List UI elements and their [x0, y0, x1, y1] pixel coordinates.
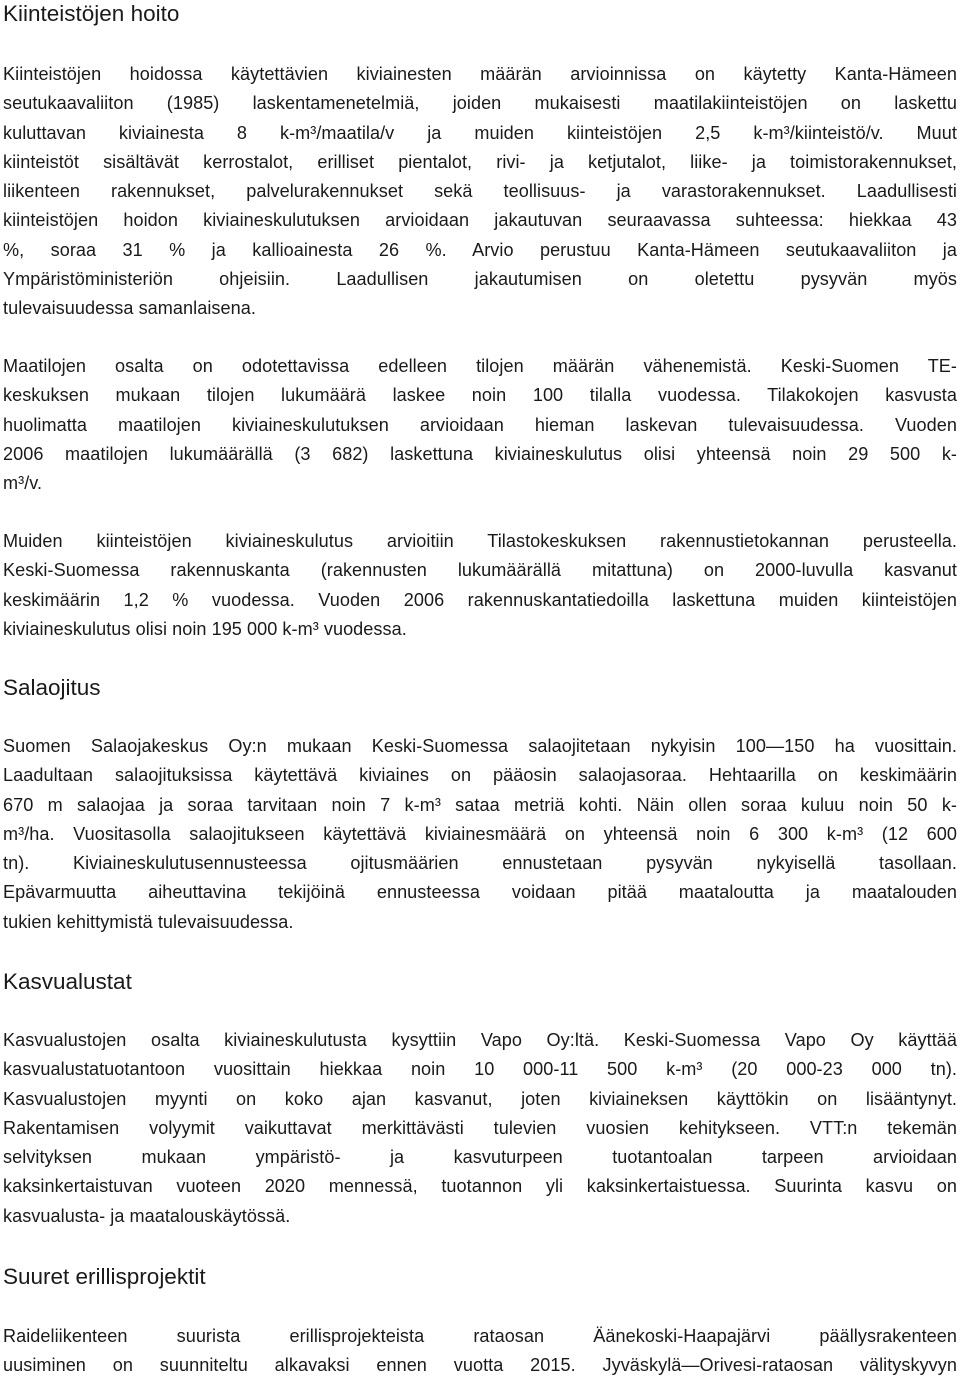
- text-line: keskuksen mukaan tilojen lukumäärä laskee noin 100 tilalla vuodessa. Tilakokojen kasvusta: [3, 385, 957, 406]
- text-line: kiinteistöjen hoidon kiviaineskulutuksen arvioidaan jakautuvan seuraavassa suhteessa: hiekkaa 43: [3, 210, 957, 231]
- text-line: Ympäristöministeriön ohjeisiin. Laadullisen jakautumisen on oletettu pysyvän myös: [3, 269, 957, 290]
- text-line: tukien kehittymistä tulevaisuudessa.: [3, 911, 294, 932]
- text-line: Kasvualustojen osalta kiviaineskulutusta kysyttiin Vapo Oy:ltä. Keski-Suomessa Vapo Oy käyttää: [3, 1030, 957, 1050]
- text-line: kiviaineskulutus olisi noin 195 000 k-m³ vuodessa.: [3, 618, 407, 639]
- text-line: keskimäärin 1,2 % vuodessa. Vuoden 2006 rakennuskantatiedoilla laskettuna muiden kiinteistöjen: [3, 589, 957, 610]
- text-line: Laadultaan salaojituksissa käytettävä kiviaines on pääosin salaojasoraa. Hehtaarilla on keskimäärin: [3, 765, 957, 786]
- text-line: tulevaisuudessa samanlaisena.: [3, 298, 256, 319]
- text-line: liikenteen rakennukset, palvelurakennukset sekä teollisuus- ja varastorakennukset. Laadullisesti: [3, 181, 957, 202]
- text-line: seutukaavaliiton (1985) laskentamenetelmiä, joiden mukaisesti maatilakiinteistöjen on laskettu: [3, 93, 957, 114]
- text-line: huolimatta maatilojen kiviaineskulutuksen arvioidaan hieman laskevan tulevaisuudessa. Vuoden: [3, 414, 957, 435]
- text-line: m³/v.: [3, 473, 43, 494]
- text-line: Muiden kiinteistöjen kiviaineskulutus arvioitiin Tilastokeskuksen rakennustietokannan perusteella.: [3, 531, 957, 551]
- section-heading-salaojitus: Salaojitus: [3, 675, 101, 700]
- text-line: kasvualustatuotantoon vuosittain hiekkaa noin 10 000-11 500 k-m³ (20 000-23 000 tn).: [3, 1059, 957, 1080]
- text-line: Keski-Suomessa rakennuskanta (rakennusten lukumäärällä mitattuna) on 2000-luvulla kasvanut: [3, 560, 957, 581]
- text-line: Kiinteistöjen hoidossa käytettävien kiviainesten määrän arvioinnissa on käytetty Kanta-Hämeen: [3, 64, 957, 84]
- text-line: Suomen Salaojakeskus Oy:n mukaan Keski-Suomessa salaojitetaan nykyisin 100—150 ha vuosittain.: [3, 736, 957, 756]
- paragraph: [3, 1322, 957, 1381]
- paragraph: [3, 732, 957, 937]
- text-line: Kasvualustojen myynti on koko ajan kasvanut, joten kiviaineksen käyttökin on lisääntynyt.: [3, 1088, 957, 1109]
- text-line: m³/ha. Vuositasolla salaojitukseen käytettävä kiviainesmäärä on yhteensä noin 6 300 k-m³ (12 600: [3, 823, 957, 844]
- text-line: tn). Kiviaineskulutusennusteessa ojitusmäärien ennustetaan pysyvän nykyisellä tasollaan.: [3, 853, 957, 874]
- text-line: Raideliikenteen suurista erillisprojekteista rataosan Äänekoski-Haapajärvi päällysrakenteen: [3, 1326, 957, 1346]
- section-heading-suuret-erillisprojektit: Suuret erillisprojektit: [3, 1264, 206, 1289]
- paragraph: [3, 60, 957, 324]
- text-line: kiinteistöt sisältävät kerrostalot, erilliset pientalot, rivi- ja ketjutalot, liike- ja toimistorakennukset,: [3, 151, 957, 172]
- text-line: %, soraa 31 % ja kallioainesta 26 %. Arvio perustuu Kanta-Hämeen seutukaavaliiton ja: [3, 239, 957, 260]
- paragraph: [3, 1026, 957, 1231]
- text-line: 2006 maatilojen lukumäärällä (3 682) laskettuna kiviaineskulutus olisi yhteensä noin 29 500 k-: [3, 443, 957, 464]
- text-line: kaksinkertaistuvan vuoteen 2020 mennessä, tuotannon yli kaksinkertaistuessa. Suurinta kasvu on: [3, 1176, 957, 1197]
- text-line: Maatilojen osalta on odotettavissa edelleen tilojen määrän vähenemistä. Keski-Suomen TE-: [3, 356, 957, 376]
- text-line: Rakentamisen volyymit vaikuttavat merkittävästi tulevien vuosien kehitykseen. VTT:n tekemän: [3, 1117, 957, 1138]
- text-line: kasvualusta- ja maatalouskäytössä.: [3, 1205, 291, 1226]
- text-line: selvityksen mukaan ympäristö- ja kasvuturpeen tuotantoalan tarpeen arvioidaan: [3, 1147, 957, 1168]
- section-heading-kasvualustat: Kasvualustat: [3, 969, 132, 994]
- text-line: 670 m salaojaa ja soraa tarvitaan noin 7 k-m³ sataa metriä kohti. Näin ollen soraa kuluu noin 50 k-: [3, 794, 957, 815]
- section-heading-kiinteistojen-hoito: Kiinteistöjen hoito: [3, 1, 180, 26]
- text-line: Epävarmuutta aiheuttavina tekijöinä ennusteessa voidaan pitää maataloutta ja maatalouden: [3, 882, 957, 903]
- paragraph: [3, 352, 957, 498]
- paragraph: [3, 527, 957, 644]
- text-line: uusiminen on suunniteltu alkavaksi ennen vuotta 2015. Jyväskylä—Orivesi-rataosan välityskyvyn: [3, 1355, 957, 1376]
- text-line: kuluttavan kiviainesta 8 k-m³/maatila/v ja muiden kiinteistöjen 2,5 k-m³/kiinteistö/v. Muut: [3, 122, 957, 143]
